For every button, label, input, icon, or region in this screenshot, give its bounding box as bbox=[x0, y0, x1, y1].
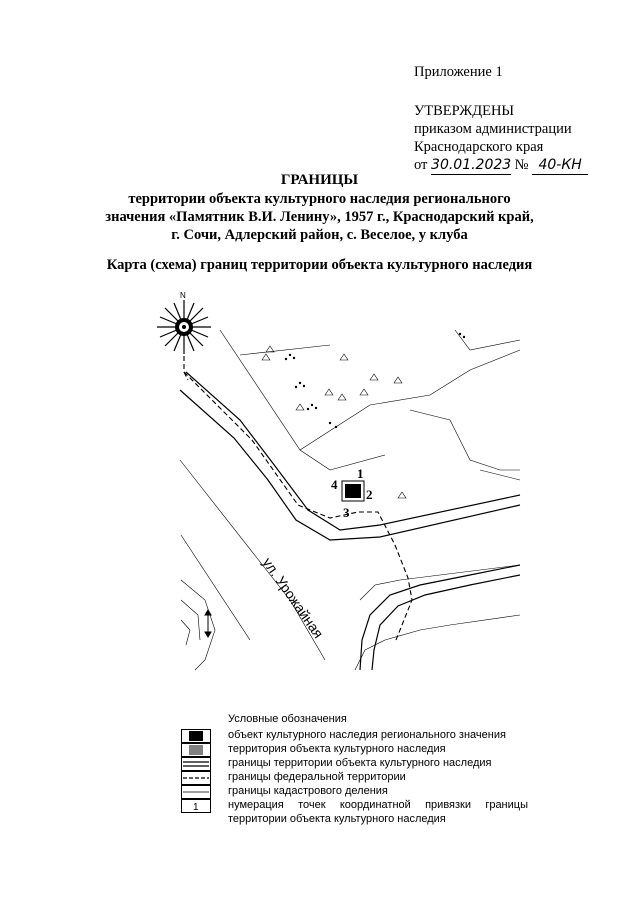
legend-symbol-cadastral bbox=[181, 785, 211, 799]
point-label-3: 3 bbox=[343, 505, 350, 520]
order-number: 40-КН bbox=[532, 156, 588, 175]
legend-symbol-numbering bbox=[181, 799, 211, 813]
date-value: 30.01.2023 bbox=[431, 157, 512, 173]
legend-header: Условные обозначения bbox=[228, 713, 347, 725]
map-subtitle: Карта (схема) границ территории объекта культурного наследия bbox=[106, 257, 533, 273]
legend-text-object: объект культурного наследия регионального значения bbox=[228, 729, 506, 741]
title-line-1: территории объекта культурного наследия регионального bbox=[128, 191, 511, 207]
appendix-label: Приложение 1 bbox=[414, 64, 503, 80]
boundary-map bbox=[0, 280, 639, 680]
legend-number-sample: 1 bbox=[193, 802, 199, 813]
legend-symbol-object bbox=[181, 729, 211, 743]
compass-rose-icon bbox=[157, 300, 211, 354]
legend-symbol-federal bbox=[181, 771, 211, 785]
legend-text-territory: территория объекта культурного наследия bbox=[228, 743, 446, 755]
order-line-1: приказом администрации bbox=[414, 121, 572, 137]
document-title: ГРАНИЦЫ bbox=[280, 172, 359, 188]
legend-symbol-territory bbox=[181, 743, 211, 757]
title-line-2: значения «Памятник В.И. Ленину», 1957 г., Краснодарский край, bbox=[105, 209, 534, 225]
legend-text-numbering: нумерация точек координатной привязки границы bbox=[228, 799, 528, 811]
legend-symbol-boundary bbox=[181, 757, 211, 771]
order-line-2: Краснодарского края bbox=[414, 139, 544, 155]
legend-text-federal: границы федеральной территории bbox=[228, 771, 406, 783]
legend-text-boundary: границы территории объекта культурного наследия bbox=[228, 757, 492, 769]
legend-text-cadastral: границы кадастрового деления bbox=[228, 785, 388, 797]
approved-label: УТВЕРЖДЕНЫ bbox=[414, 103, 515, 119]
point-label-2: 2 bbox=[366, 487, 373, 502]
legend-text-numbering-continued: территории объекта культурного наследия bbox=[228, 813, 446, 825]
north-label: N bbox=[180, 291, 186, 300]
point-label-1: 1 bbox=[357, 466, 364, 481]
monument-marker bbox=[342, 481, 364, 501]
point-label-4: 4 bbox=[331, 477, 338, 492]
number-prefix: № bbox=[514, 157, 529, 173]
title-line-3: г. Сочи, Адлерский район, с. Веселое, у клуба bbox=[171, 227, 468, 243]
street-label: ул. Урожайная bbox=[259, 554, 327, 642]
date-prefix: от bbox=[414, 157, 428, 173]
